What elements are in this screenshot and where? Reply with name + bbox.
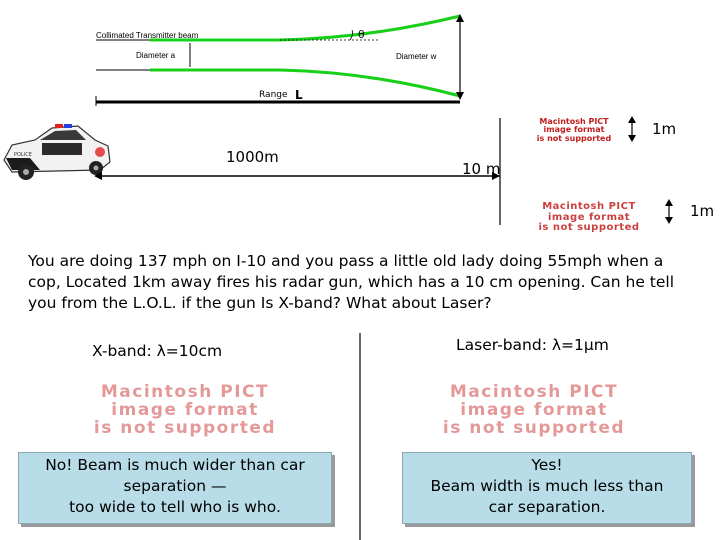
police-car-icon [4, 124, 110, 180]
car-separation-arrow-1 [628, 116, 636, 142]
beam-lower-edge [150, 70, 460, 96]
xband-answer-line-2: separation — [123, 477, 227, 495]
pict-placeholder-car-1: Macintosh PICT image format is not supported [536, 117, 612, 143]
separation-label-2: 1m [690, 202, 715, 220]
diameter-w-label: Diameter w [396, 52, 437, 61]
laser-answer-line-3: car separation. [488, 498, 606, 516]
gun-opening-label: 10 m [462, 160, 501, 178]
diameter-a-label: Diameter a [136, 51, 176, 60]
pict-placeholder-xband: Macintosh PICT image format is not supported [93, 382, 277, 438]
laser-answer-box [402, 452, 692, 524]
range-label: Range [259, 90, 288, 100]
distance-label: 1000m [226, 148, 279, 166]
svg-text:POLICE: POLICE [14, 152, 32, 158]
police-light-red [55, 124, 63, 128]
police-light-blue [64, 124, 72, 128]
xband-answer-line-1: No! Beam is much wider than car [45, 456, 305, 474]
range-symbol: L [295, 88, 303, 102]
car-separation-arrow-2 [665, 199, 673, 224]
separation-label-1: 1m [652, 120, 677, 138]
collimated-label: Collimated Transmitter beam [96, 31, 199, 40]
xband-answer-box [18, 452, 332, 524]
pict-placeholder-car-2: Macintosh PICT image format is not supported [538, 201, 640, 233]
laser-answer-line-1: Yes! [531, 456, 563, 474]
theta-label: θ [358, 28, 365, 41]
problem-statement: You are doing 137 mph on I-10 and you pass a little old lady doing 55mph when a cop, Located 1km away fires his radar gun, which has a 10 cm opening. Can he tell you from the L.O.L. if the gun Is X-band? What about Laser? [28, 252, 675, 312]
laser-heading: Laser-band: λ=1μm [456, 336, 609, 354]
pict-placeholder-laser: Macintosh PICT image format is not supported [442, 382, 626, 438]
xband-answer-line-3: too wide to tell who is who. [69, 498, 281, 516]
laser-answer-line-2: Beam width is much less than [430, 477, 664, 495]
xband-heading: X-band: λ=10cm [92, 342, 223, 360]
